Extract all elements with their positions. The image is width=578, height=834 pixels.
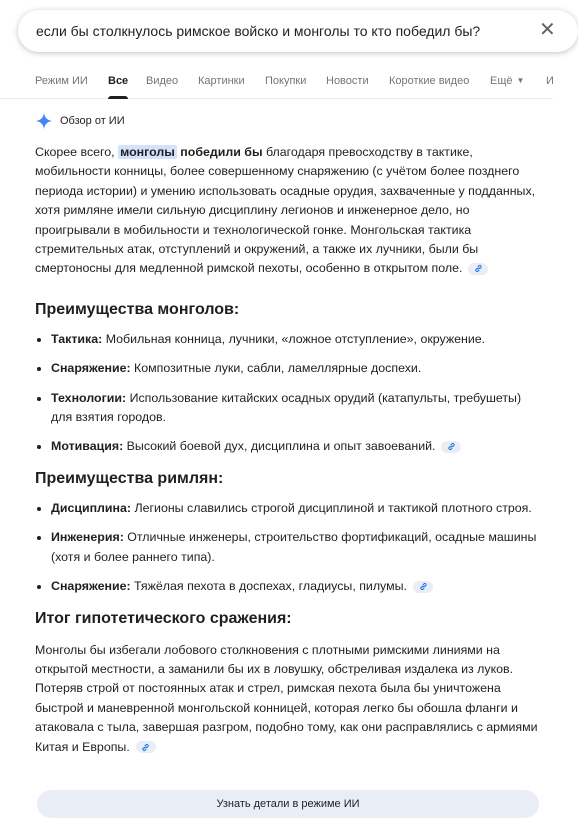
tab-short-videos[interactable]: Короткие видео bbox=[389, 75, 470, 87]
mongols-list bbox=[35, 330, 541, 457]
item-text: Отличные инженеры, строительство фортификаций, осадные машины (хотя и более раннего типа). bbox=[51, 530, 537, 564]
source-link-icon[interactable] bbox=[468, 263, 488, 275]
source-link-icon[interactable] bbox=[413, 581, 433, 593]
ai-overview-label: Обзор от ИИ bbox=[60, 115, 125, 127]
item-text: Легионы славились строгой дисциплиной и тактикой плотного строя. bbox=[131, 500, 532, 515]
item-term: Снаряжение: bbox=[51, 579, 131, 594]
list-item bbox=[51, 359, 541, 378]
intro-paragraph bbox=[35, 143, 541, 279]
item-term: Инженерия: bbox=[51, 530, 124, 545]
item-term: Снаряжение: bbox=[51, 361, 131, 376]
tab-tools[interactable]: И bbox=[546, 75, 554, 87]
item-text: Тяжёлая пехота в доспехах, гладиусы, пилумы. bbox=[130, 579, 407, 594]
item-term: Тактика: bbox=[51, 331, 103, 346]
tab-all[interactable]: Все bbox=[108, 75, 129, 87]
source-link-icon[interactable] bbox=[441, 441, 461, 453]
list-item bbox=[51, 437, 541, 456]
outcome-text: Монголы бы избегали лобового столкновения с плотными римскими линиями на открытой местности, а заманили бы их в ловушку, обстреливая издалека из луков. Потеряв строй от постоянных атак и стрел, римская пехота была бы уничтожена быстрой и маневренной монгольской конницей, которая легко бы обошла фланги и атаковала с тыла, завершая разгром, подобно тому, как они расправлялись с армиями Китая и Европы. bbox=[35, 642, 538, 754]
list-item bbox=[51, 528, 541, 567]
outcome-heading: Итог гипотетического сражения: bbox=[35, 609, 292, 627]
intro-text: благодаря превосходству в тактике, мобильности конницы, более совершенному снаряжению (с учётом более позднего периода истории) и умению использовать осадные орудия, захваченные у подданных, хотя римляне имели сильную дисциплину легионов и инженерное дело, но проигрывали в мобильности и технологической гонке. Монгольская тактика стремительных атак, отступлений и окружений, а также их лучники, были бы смертоносны для медленной римской пехоты, особенно в открытом поле. bbox=[35, 145, 536, 276]
intro-lead: Скорее всего, bbox=[35, 145, 119, 159]
outcome-paragraph bbox=[35, 641, 541, 757]
sparkle-icon bbox=[35, 112, 53, 130]
tab-video[interactable]: Видео bbox=[146, 75, 179, 87]
search-input[interactable]: если бы столкнулось римское войско и монголы то кто победил бы? bbox=[36, 23, 481, 39]
ai-overview-header bbox=[35, 111, 125, 131]
ai-overview-content bbox=[35, 143, 541, 757]
mongols-heading: Преимущества монголов: bbox=[35, 300, 240, 318]
tab-ai-mode[interactable]: Режим ИИ bbox=[35, 75, 88, 87]
list-item bbox=[51, 389, 541, 428]
highlight-mongols: монголы bbox=[120, 145, 175, 159]
source-link-icon[interactable] bbox=[136, 741, 156, 753]
list-item bbox=[51, 499, 541, 518]
item-text: Высокий боевой дух, дисциплина и опыт завоеваний. bbox=[123, 439, 436, 454]
search-box[interactable] bbox=[18, 10, 578, 52]
tab-news[interactable]: Новости bbox=[326, 75, 369, 87]
list-item bbox=[51, 330, 541, 349]
item-term: Дисциплина: bbox=[51, 500, 132, 515]
list-item bbox=[51, 577, 541, 596]
tab-more-label: Ещё bbox=[490, 75, 513, 87]
close-icon[interactable]: ✕ bbox=[539, 19, 556, 41]
romans-list bbox=[35, 499, 541, 597]
item-term: Мотивация: bbox=[51, 439, 124, 454]
caret-down-icon: ▼ bbox=[516, 76, 525, 85]
item-term: Технологии: bbox=[51, 390, 127, 405]
romans-heading: Преимущества римлян: bbox=[35, 469, 224, 487]
tab-more[interactable] bbox=[490, 75, 524, 87]
tab-images[interactable]: Картинки bbox=[198, 75, 245, 87]
item-text: Мобильная конница, лучники, «ложное отступление», окружение. bbox=[102, 331, 486, 346]
intro-bold: победили бы bbox=[176, 145, 263, 159]
tab-shopping[interactable]: Покупки bbox=[265, 75, 307, 87]
item-text: Использование китайских осадных орудий (катапульты, требушеты) для взятия городов. bbox=[51, 390, 522, 425]
ai-mode-details-button[interactable]: Узнать детали в режиме ИИ bbox=[37, 790, 539, 818]
item-text: Композитные луки, сабли, ламеллярные доспехи. bbox=[130, 361, 422, 376]
search-tabs bbox=[0, 66, 553, 99]
